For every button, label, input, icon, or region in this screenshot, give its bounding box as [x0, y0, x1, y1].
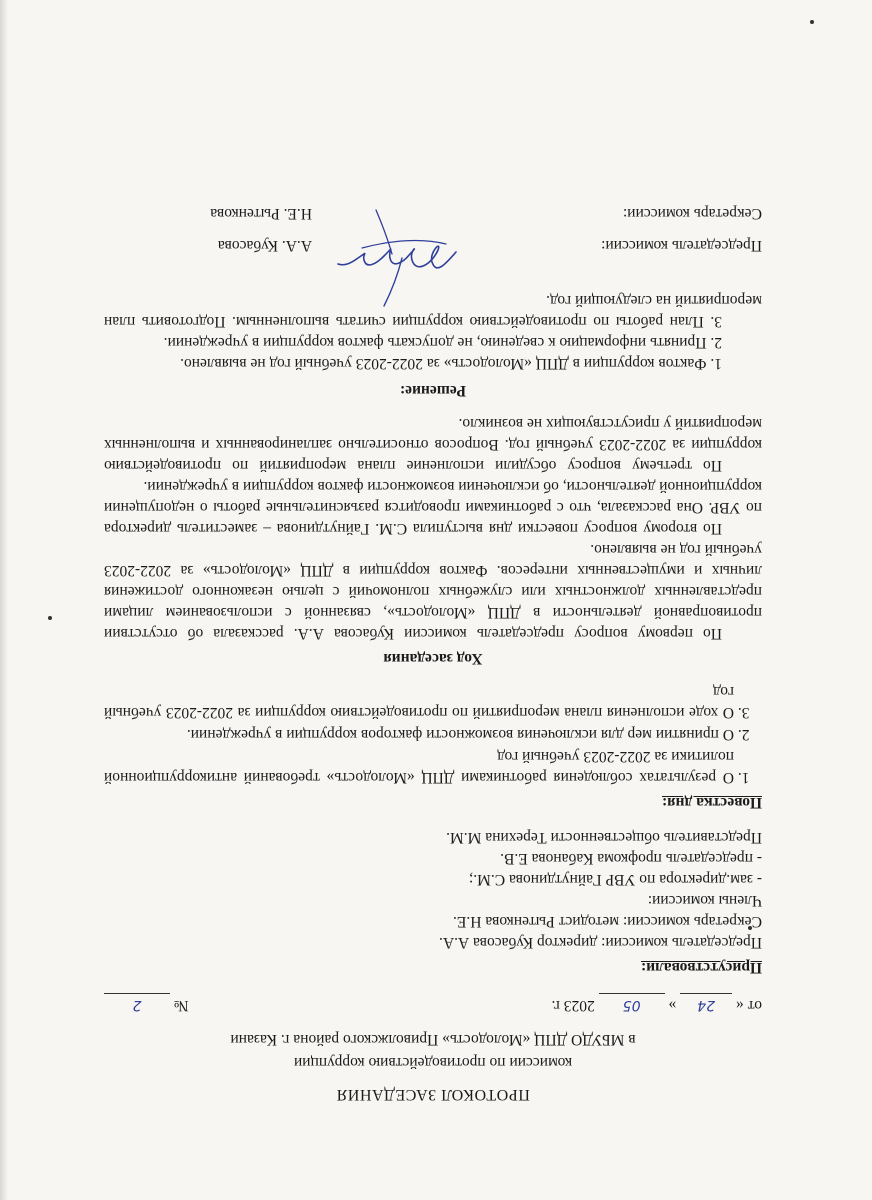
page-edge-shadow: [0, 0, 8, 1200]
number-value: 2: [104, 993, 170, 1015]
agenda-item: 2. О принятии мер для исключения возможности факторов коррупции в учреждении.: [104, 724, 734, 745]
document-subtitle: [104, 1028, 762, 1074]
chair-signature-row: [104, 234, 762, 256]
present-line: Представитель общественности Терехина М.М.: [446, 829, 762, 846]
date-year: 2023 г.: [551, 997, 595, 1014]
date-month: 05: [599, 993, 665, 1015]
proceedings-paragraph: По второму вопросу повестки дня выступила С.М. Гайнутдинова – заместитель директора по УВР. Она рассказала, что с работниками проводится разъяснительные работы о недопущении коррупционной деятельности, об исключении возможности фактов коррупции в учреждении.: [104, 478, 762, 537]
decision-heading: Решение:: [400, 382, 467, 399]
proceedings-paragraph: По третьему вопросу обсудили исполнение плана мероприятий по противодействию коррупции за 2022-2023 учебный год. Вопросов относительно запланированных и выполненных мероприятий у присутствующих не возникло.: [104, 415, 762, 474]
present-line: Председатель комиссии: директор Кубасова А.А.: [439, 934, 762, 951]
scan-speck: [810, 20, 814, 24]
present-line: Члены комиссии:: [647, 892, 762, 909]
chair-label: Председатель комиссии:: [601, 237, 762, 254]
present-list: [104, 827, 762, 953]
agenda-item: 3. О ходе исполнения плана мероприятий по противодействию коррупции за 2022-2023 учебный год: [104, 681, 734, 723]
subtitle-line: в МБУДО ДПЦ «Молодость» Приволжского района г. Казани: [230, 1031, 636, 1048]
date-field: [551, 993, 762, 1016]
present-line: Секретарь комиссии: методист Рытенкова Н.Е.: [453, 913, 762, 930]
subtitle-line: комиссии по противодействию коррупции: [293, 1054, 573, 1071]
date-number-row: [104, 992, 762, 1016]
secretary-label: Секретарь комиссии:: [622, 205, 762, 222]
present-line: - председатель профкома Кабанова Е.В.: [500, 850, 762, 867]
proceedings-paragraph: По первому вопросу председатель комиссии Кубасова А.А. рассказала об отсутствии противоправной деятельности в ДПЦ «Молодость», связанной с использованием лицами представленных должностных или служебных полномочий с целью незаконного достижения личных и имущественных интересов. Фактов коррупции в ДПЦ «Молодость» за 2022-2023 учебный год не выявлено.: [104, 541, 762, 642]
date-mid: »: [668, 997, 677, 1014]
secretary-name: Н.Е. Рытенкова: [210, 205, 312, 222]
secretary-signature-row: [104, 202, 762, 224]
decision-item: 3. План работы по противодействию коррупции считать выполненным. Подготовить план мероприятий на следующий год.: [104, 292, 762, 330]
scan-speck: [48, 616, 52, 620]
number-label: №: [173, 997, 189, 1014]
date-prefix: от «: [736, 997, 762, 1014]
protocol-number: [104, 993, 189, 1016]
agenda-item: 1. О результатах соблюдения работниками ДПЦ «Молодость» требований антикоррупционной политики за 2022-2023 учебный год: [104, 746, 734, 788]
agenda-heading: Повестка дня:: [662, 794, 762, 811]
decision-item: 2. Принять информацию к сведению, не допускать фактов коррупции в учреждении.: [163, 334, 722, 351]
present-heading: Присутствовали:: [640, 959, 762, 976]
proceedings-body: [104, 413, 762, 644]
document-title: ПРОТОКОЛ ЗАСЕДАНИЯ: [336, 1086, 530, 1103]
decision-item: 1. Фактов коррупции в ДПЦ «Молодость» за 2022-2023 учебный год не выявлено.: [180, 355, 722, 372]
document-body: [104, 202, 762, 1105]
proceedings-heading: Ход заседания: [383, 650, 483, 667]
present-line: - зам.директора по УВР Гайнутдинова С.М.;: [468, 871, 762, 888]
date-day: 24: [680, 993, 732, 1015]
chair-name: А.А. Кубасова: [217, 237, 312, 254]
agenda-list: [104, 681, 762, 788]
